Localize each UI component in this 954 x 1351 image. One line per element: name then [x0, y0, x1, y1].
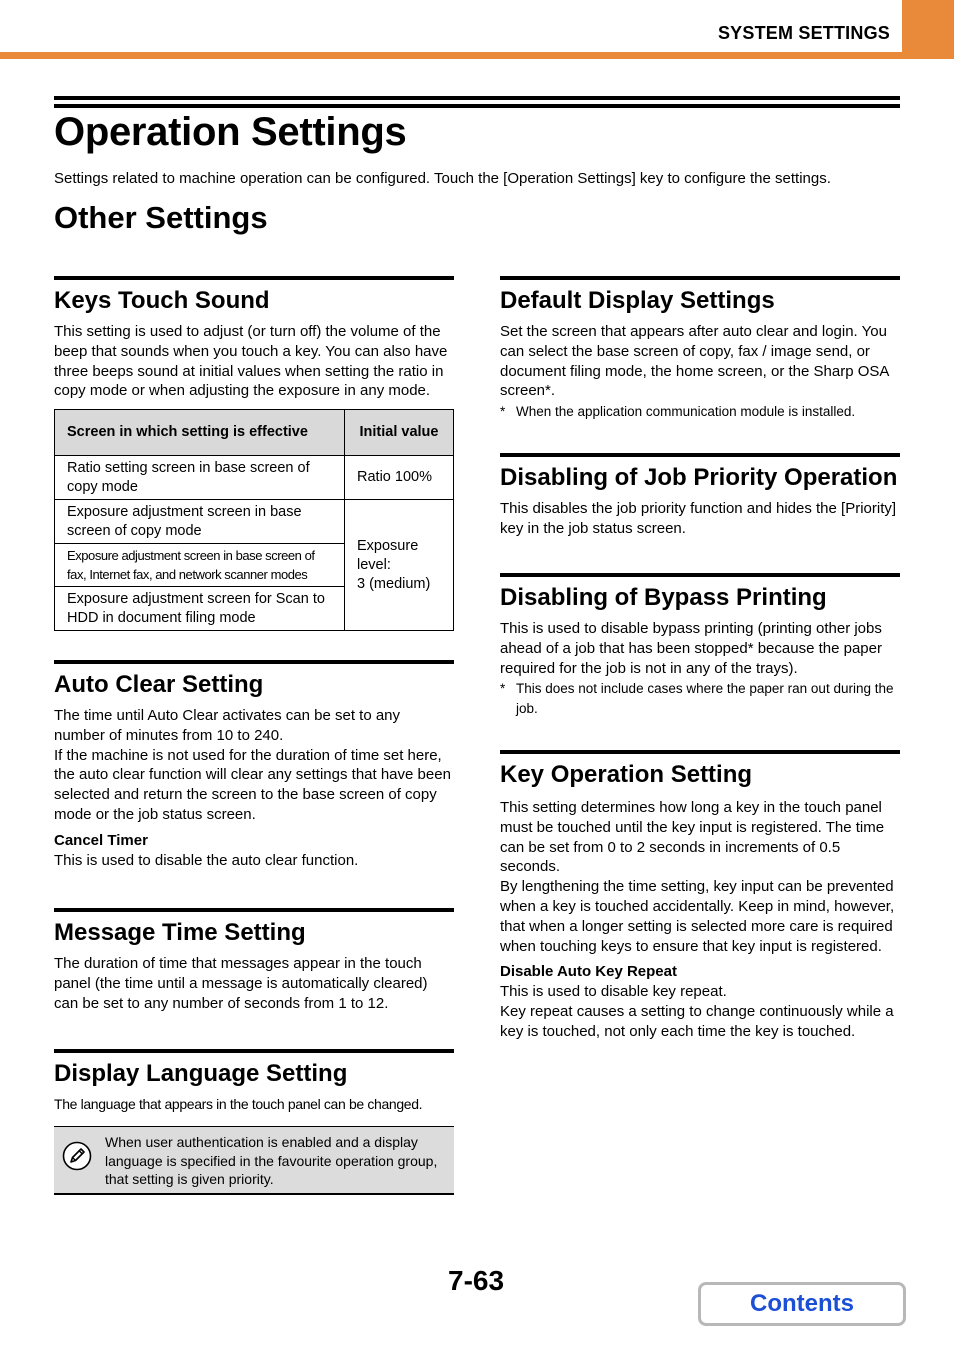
cancel-timer-label: Cancel Timer [54, 831, 148, 849]
default-display-heading: Default Display Settings [500, 287, 775, 314]
table-header-screen: Screen in which setting is effective [55, 410, 345, 456]
job-priority-section [500, 453, 900, 539]
display-language-section [54, 1049, 454, 1115]
keys-touch-sound-section [54, 276, 454, 631]
table-cell-value [345, 500, 454, 631]
default-display-body: Set the screen that appears after auto clear and login. You can select the base screen of copy, fax / image send, or document filing mode, the home screen, or the Sharp OSA screen*. [500, 323, 889, 400]
auto-clear-section [54, 660, 454, 871]
cancel-timer-body: This is used to disable the auto clear function. [54, 851, 359, 869]
display-language-body: The language that appears in the touch panel can be changed. [54, 1096, 423, 1112]
key-operation-section [500, 750, 900, 1042]
table-cell-screen: Ratio setting screen in base screen of copy mode [55, 456, 345, 500]
table-cell-value: Ratio 100% [345, 456, 454, 500]
footnote-text: This does not include cases where the paper ran out during the job. [516, 681, 894, 716]
note-box [54, 1126, 454, 1195]
table-header-row [55, 410, 454, 456]
contents-button[interactable]: Contents [698, 1282, 906, 1326]
message-time-heading: Message Time Setting [54, 919, 306, 946]
section-rule [54, 908, 454, 912]
bypass-printing-heading: Disabling of Bypass Printing [500, 584, 827, 611]
section-title: Other Settings [54, 200, 268, 235]
disable-key-repeat-body-2: Key repeat causes a setting to change continuously while a key is touched, not only each time the key is touched. [500, 1003, 894, 1040]
table-cell-screen: Exposure adjustment screen in base screen of fax, Internet fax, and network scanner modes [55, 544, 345, 587]
section-rule [54, 1049, 454, 1053]
page-number: 7-63 [448, 1265, 505, 1296]
bypass-printing-body: This is used to disable bypass printing (printing other jobs ahead of a job that has been stopped* because the paper required for the job is not in any of the trays). [500, 620, 882, 677]
effective-screens-table [54, 409, 454, 631]
pencil-note-icon [62, 1141, 92, 1171]
section-rule [500, 750, 900, 754]
keys-touch-sound-heading: Keys Touch Sound [54, 287, 270, 314]
exposure-value-line-1: Exposure level: [357, 537, 419, 573]
table-header-initial: Initial value [345, 410, 454, 456]
page-title: Operation Settings [54, 110, 407, 154]
note-text: When user authentication is enabled and a display language is specified in the favourite operation group, that setting is given priority. [105, 1134, 438, 1187]
table-row [55, 456, 454, 500]
footnote-mark: * [500, 404, 506, 420]
section-rule [500, 573, 900, 577]
disable-key-repeat-body-1: This is used to disable key repeat. [500, 983, 727, 1001]
bypass-printing-footnote [500, 679, 900, 718]
default-display-footnote [500, 402, 900, 422]
table-row [55, 500, 454, 544]
message-time-body: The duration of time that messages appear in the touch panel (the time until a message is automatically cleared) can be set to any number of seconds from 1 to 12. [54, 955, 428, 1012]
exposure-value-line-2: 3 (medium) [357, 575, 431, 592]
section-rule [500, 276, 900, 280]
auto-clear-body-2: If the machine is not used for the duration of time set here, the auto clear function will clear any settings that have been selected and return the screen to the base screen of copy mode or the job status screen. [54, 746, 451, 823]
title-rule-top [54, 96, 900, 100]
job-priority-heading: Disabling of Job Priority Operation [500, 464, 898, 491]
job-priority-body: This disables the job priority function and hides the [Priority] key in the job status screen. [500, 500, 897, 537]
chapter-label: SYSTEM SETTINGS [717, 23, 890, 43]
key-operation-heading: Key Operation Setting [500, 761, 753, 788]
auto-clear-heading: Auto Clear Setting [54, 671, 264, 698]
intro-text: Settings related to machine operation can be configured. Touch the [Operation Settings] key to configure the settings. [54, 170, 831, 187]
section-rule [54, 660, 454, 664]
header-accent-bar [0, 52, 902, 59]
section-rule [500, 453, 900, 457]
key-operation-body-2: By lengthening the time setting, key input can be prevented when a key is touched accidentally. Keep in mind, however, that when a longer setting is selected more care is required when touching keys to ensure that key input is registered. [500, 878, 895, 955]
footnote-text: When the application communication module is installed. [516, 404, 856, 420]
title-rule-bottom [54, 104, 900, 108]
table-cell-screen: Exposure adjustment screen in base screen of copy mode [55, 500, 345, 544]
keys-touch-sound-body: This setting is used to adjust (or turn off) the volume of the beep that sounds when you touch a key. You can also have three beeps sound at initial values when setting the ratio in copy mode or when adjusting the exposure in any mode. [54, 323, 448, 400]
key-operation-body-1: This setting determines how long a key in the touch panel must be touched until the key input is registered. The time can be set from 0 to 2 seconds in increments of 0.5 seconds. [500, 799, 885, 876]
default-display-section [500, 276, 900, 422]
footnote-mark: * [500, 681, 506, 697]
disable-key-repeat-label: Disable Auto Key Repeat [500, 963, 677, 981]
table-cell-screen: Exposure adjustment screen for Scan to HDD in document filing mode [55, 587, 345, 631]
section-rule [54, 276, 454, 280]
display-language-heading: Display Language Setting [54, 1060, 348, 1087]
auto-clear-body-1: The time until Auto Clear activates can be set to any number of minutes from 10 to 240. [54, 707, 401, 744]
bypass-printing-section [500, 573, 900, 718]
header-accent-tab [902, 0, 954, 59]
message-time-section [54, 908, 454, 1013]
